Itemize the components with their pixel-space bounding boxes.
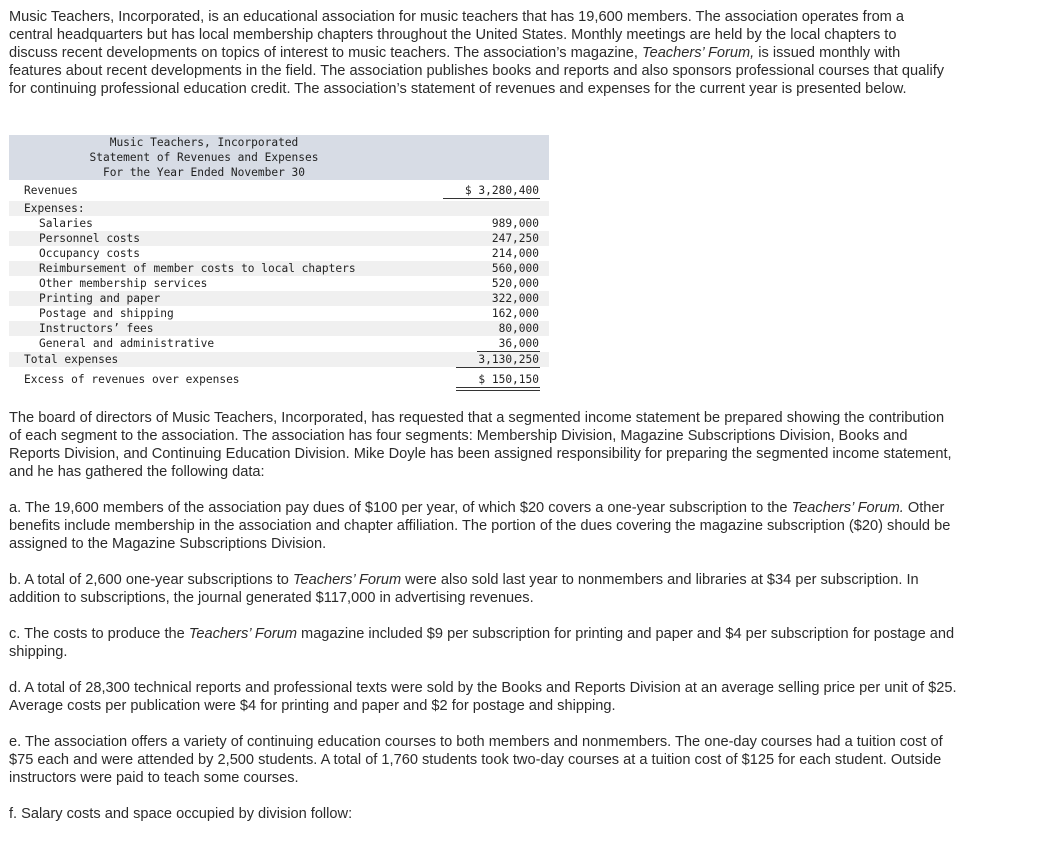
total-expenses-value: 3,130,250: [478, 353, 539, 366]
board-paragraph: The board of directors of Music Teachers, Incorporated, has requested that a segmented income statement be prepared showing the contribution of each segment to the association. The association has four segments: Membership Division, Magazine Subscriptions Division, Books and Reports Division, and Continuing Education Division. Mike Doyle has been assigned responsibility for preparing the segmented income statement, and he has gathered the following data:: [9, 410, 952, 480]
item-a-text: a. The 19,600 members of the association pay dues of $100 per year, of which $20 covers a one-year subscription to the: [9, 500, 792, 516]
expense-row: [9, 276, 549, 291]
item-e: e. The association offers a variety of continuing education courses to both members and nonmembers. The one-day courses had a tuition cost of $75 each and were attended by 2,500 students. A total of 1,760 students took two-day courses at a tuition cost of $125 for each student. Outside instructors were paid to teach some courses.: [9, 734, 943, 786]
expense-value: 322,000: [491, 292, 539, 305]
expense-row: [9, 321, 549, 336]
expense-value: 989,000: [491, 217, 539, 230]
item-b-text: b. A total of 2,600 one-year subscriptions to: [9, 572, 293, 588]
expense-label: Other membership services: [39, 277, 208, 290]
item-a: [9, 499, 959, 553]
revenues-value: $ 3,280,400: [464, 184, 539, 197]
statement-company: Music Teachers, Incorporated: [109, 136, 299, 149]
expense-row: [9, 216, 549, 231]
expense-label: Occupancy costs: [39, 247, 141, 260]
expense-row: [9, 291, 549, 306]
item-b-magazine-title: Teachers’ Forum: [292, 572, 402, 588]
item-c-text-rest: magazine included $9 per subscription for printing and paper and $4 per subscription for postage and shipping.: [9, 626, 955, 660]
item-c-magazine-title: Teachers’ Forum: [188, 626, 297, 642]
intro-paragraph: [9, 8, 949, 98]
expense-row: [9, 336, 549, 351]
expense-label: General and administrative: [39, 337, 215, 350]
intro-magazine-title: Teachers’ Forum,: [642, 45, 755, 61]
statement-header: [9, 135, 549, 180]
revenues-row: [9, 183, 549, 198]
expense-row: [9, 246, 549, 261]
expense-label: Printing and paper: [39, 292, 161, 305]
expenses-label: Expenses:: [24, 202, 85, 215]
expenses-heading-row: [9, 201, 549, 216]
total-expenses-row: [9, 352, 549, 367]
expense-label: Reimbursement of member costs to local chapters: [39, 262, 356, 275]
expense-row: [9, 306, 549, 321]
expense-value: 80,000: [498, 322, 539, 335]
item-b-text-rest: were also sold last year to nonmembers and libraries at $34 per subscription. In addition to subscriptions, the journal generated $117,000 in advertising revenues.: [9, 572, 919, 606]
item-a-text-rest: Other benefits include membership in the association and chapter affiliation. The portion of the dues covering the magazine subscription ($20) should be assigned to the Magazine Subscriptions Division.: [9, 500, 951, 552]
statement-title: Statement of Revenues and Expenses: [89, 151, 319, 164]
excess-value: $ 150,150: [478, 373, 539, 386]
expense-value: 214,000: [491, 247, 539, 260]
item-f: f. Salary costs and space occupied by division follow:: [9, 806, 353, 822]
expense-label: Instructors’ fees: [39, 322, 154, 335]
statement-table: [9, 135, 549, 391]
revenues-label: Revenues: [24, 184, 78, 197]
excess-label: Excess of revenues over expenses: [24, 373, 240, 386]
expense-row: [9, 261, 549, 276]
expense-label: Postage and shipping: [39, 307, 174, 320]
expense-value: 36,000: [498, 337, 539, 350]
total-expenses-label: Total expenses: [24, 353, 119, 366]
statement-period: For the Year Ended November 30: [102, 166, 306, 179]
item-a-magazine-title: Teachers’ Forum.: [791, 500, 904, 516]
intro-text: Music Teachers, Incorporated, is an educational association for music teachers that has 19,600 members. The association operates from a central headquarters but has local membership chapters throughout the United States. Monthly meetings are held by the local chapters to discuss recent developments on topics of interest to music teachers. The association’s magazine,: [9, 9, 905, 61]
item-c-text: c. The costs to produce the: [9, 626, 189, 642]
expense-row: [9, 231, 549, 246]
intro-text-rest: is issued monthly with features about recent developments in the field. The association publishes books and reports and also sponsors professional courses that qualify for continuing professional education credit. The association’s statement of revenues and expenses for the current year is presented below.: [9, 45, 945, 97]
item-c: [9, 625, 969, 661]
expense-value: 520,000: [491, 277, 539, 290]
item-b: [9, 571, 959, 607]
expense-label: Salaries: [39, 217, 93, 230]
excess-row: [9, 372, 549, 387]
item-d: d. A total of 28,300 technical reports and professional texts were sold by the Books and Reports Division at an average selling price per unit of $25. Average costs per publication were $4 for printing and paper and $2 for postage and shipping.: [9, 680, 957, 714]
expense-value: 560,000: [491, 262, 539, 275]
expense-label: Personnel costs: [39, 232, 141, 245]
expense-value: 247,250: [491, 232, 539, 245]
expense-value: 162,000: [491, 307, 539, 320]
